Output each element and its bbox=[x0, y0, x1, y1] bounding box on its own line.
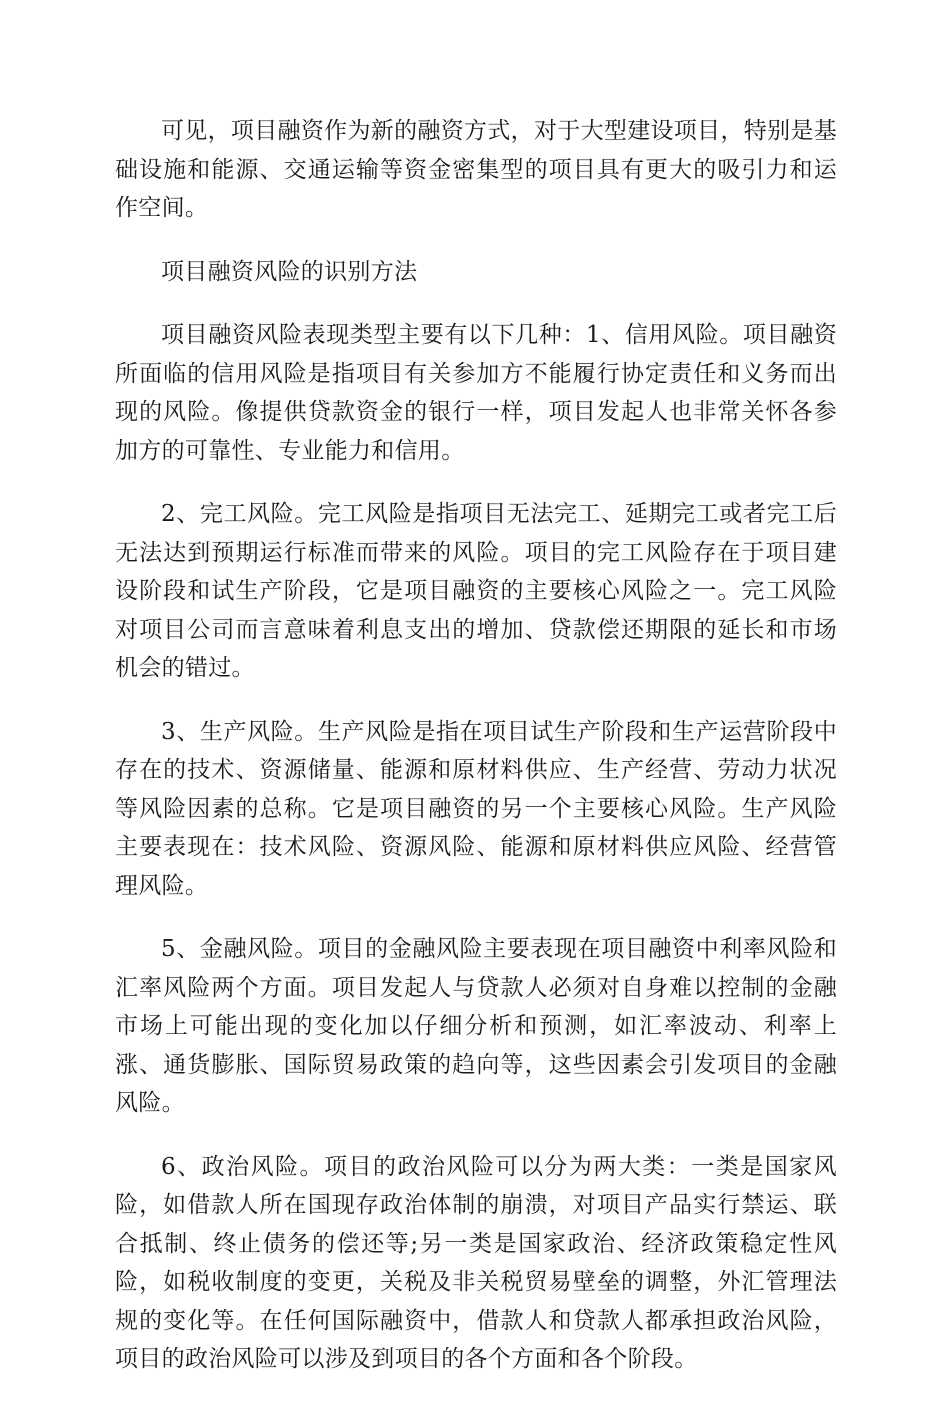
paragraph-intro: 可见，项目融资作为新的融资方式，对于大型建设项目，特别是基础设施和能源、交通运输等资金密集型的项目具有更大的吸引力和运作空间。 bbox=[115, 118, 837, 221]
document-body bbox=[115, 112, 837, 1404]
paragraph-political-risk: 6、政治风险。项目的政治风险可以分为两大类：一类是国家风险，如借款人所在国现存政治体制的崩溃，对项目产品实行禁运、联合抵制、终止债务的偿还等;另一类是国家政治、经济政策稳定性风险，如税收制度的变更，关税及非关税贸易壁垒的调整，外汇管理法规的变化等。在任何国际融资中，借款人和贷款人都承担政治风险，项目的政治风险可以涉及到项目的各个方面和各个阶段。 bbox=[115, 1153, 837, 1372]
paragraph-completion-risk: 2、完工风险。完工风险是指项目无法完工、延期完工或者完工后无法达到预期运行标准而带来的风险。项目的完工风险存在于项目建设阶段和试生产阶段，它是项目融资的主要核心风险之一。完工风险对项目公司而言意味着利息支出的增加、贷款偿还期限的延长和市场机会的错过。 bbox=[115, 501, 837, 681]
section-heading: 项目融资风险的识别方法 bbox=[161, 258, 418, 285]
paragraph-production-risk: 3、生产风险。生产风险是指在项目试生产阶段和生产运营阶段中存在的技术、资源储量、能源和原材料供应、生产经营、劳动力状况等风险因素的总称。它是项目融资的另一个主要核心风险。生产风险主要表现在：技术风险、资源风险、能源和原材料供应风险、经营管理风险。 bbox=[115, 718, 837, 899]
paragraph-credit-risk: 项目融资风险表现类型主要有以下几种：1、信用风险。项目融资所面临的信用风险是指项目有关参加方不能履行协定责任和义务而出现的风险。像提供贷款资金的银行一样，项目发起人也非常关怀各参加方的可靠性、专业能力和信用。 bbox=[115, 322, 837, 464]
paragraph-financial-risk: 5、金融风险。项目的金融风险主要表现在项目融资中利率风险和汇率风险两个方面。项目发起人与贷款人必须对自身难以控制的金融市场上可能出现的变化加以仔细分析和预测，如汇率波动、利率上涨、通货膨胀、国际贸易政策的趋向等，这些因素会引发项目的金融风险。 bbox=[115, 936, 837, 1116]
